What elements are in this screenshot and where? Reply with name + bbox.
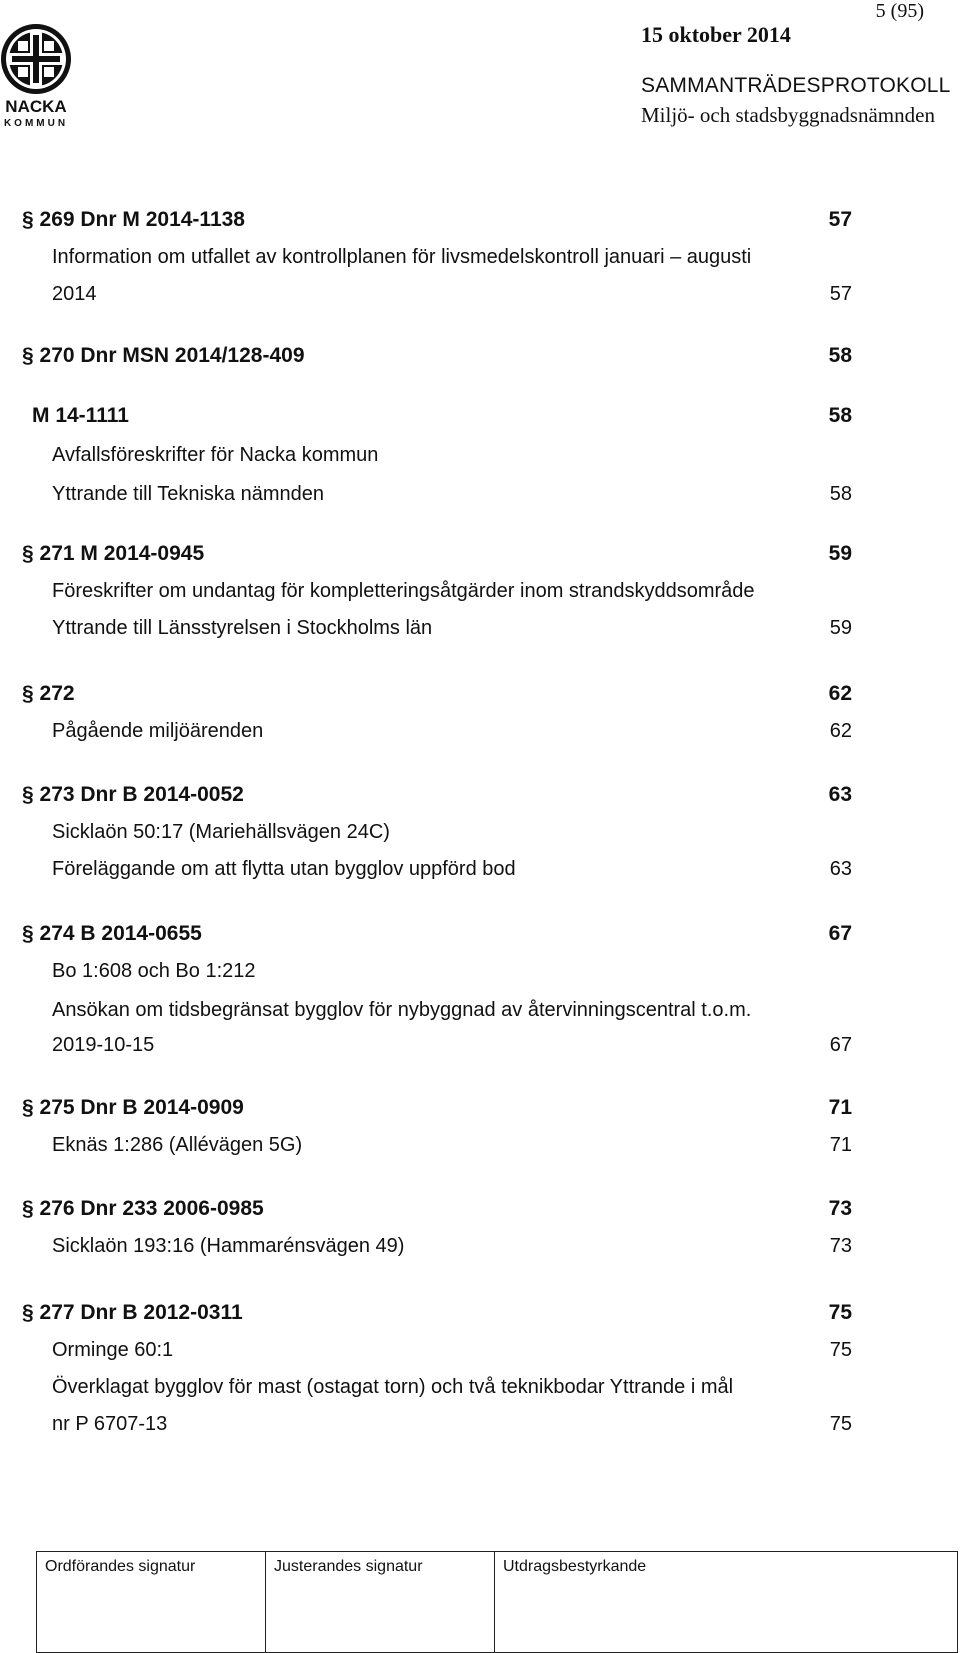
toc-text: 2019-10-15: [52, 1034, 155, 1056]
toc-entry: [22, 604, 852, 640]
toc-entry: [22, 845, 852, 881]
toc-leader-dots: [99, 287, 828, 301]
toc-section-heading: [22, 196, 852, 232]
toc-text: Föreläggande om att flytta utan bygglov uppförd bod: [52, 858, 516, 880]
nacka-crest-icon: [0, 22, 76, 130]
toc-page-number: 62: [828, 682, 852, 705]
toc-text: § 274 B 2014-0655: [22, 922, 202, 945]
toc-page-number: 62: [829, 720, 852, 742]
toc-section-heading: [22, 1289, 852, 1325]
toc-entry: [22, 986, 852, 1022]
toc-section-heading: [22, 1084, 852, 1120]
toc-section-heading: [22, 332, 852, 368]
toc-leader-dots: [326, 487, 828, 501]
toc-entry: [22, 1222, 852, 1258]
meeting-date: 15 oktober 2014: [641, 22, 791, 47]
toc-text: § 276 Dnr 233 2006-0985: [22, 1197, 264, 1220]
toc-page-number: 67: [828, 922, 852, 945]
toc-entry: [22, 233, 852, 269]
toc-page-number: 63: [828, 783, 852, 806]
page-number: 5 (95): [875, 0, 924, 22]
toc-leader-dots: [175, 1343, 828, 1357]
adjuster-signature-cell: Justerandes signatur: [266, 1552, 495, 1653]
toc-page-number: 71: [828, 1096, 852, 1119]
toc-page-number: 73: [828, 1197, 852, 1220]
toc-section-heading: [22, 910, 852, 946]
toc-text: § 272: [22, 682, 75, 705]
toc-text: Pågående miljöärenden: [52, 720, 264, 742]
toc-leader-dots: [206, 547, 827, 561]
toc-entry: [22, 1021, 852, 1057]
toc-page-number: 63: [829, 858, 852, 880]
toc-text: § 271 M 2014-0945: [22, 542, 205, 565]
toc-entry: [22, 707, 852, 743]
toc-page-number: 71: [829, 1134, 852, 1156]
toc-leader-dots: [518, 862, 828, 876]
toc-leader-dots: [169, 1417, 827, 1431]
toc-text: Avfallsföreskrifter för Nacka kommun: [52, 444, 379, 466]
toc-text: Yttrande till Länsstyrelsen i Stockholms län: [52, 617, 433, 639]
toc-leader-dots: [307, 349, 827, 363]
toc-leader-dots: [247, 213, 827, 227]
toc-page-number: 57: [828, 208, 852, 231]
toc-text: Sicklaön 193:16 (Hammarénsvägen 49): [52, 1235, 405, 1257]
toc-page-number: 58: [828, 344, 852, 367]
toc-page-number: 75: [829, 1339, 852, 1361]
toc-entry: [22, 1121, 852, 1157]
toc-text: nr P 6707-13: [52, 1413, 168, 1435]
toc-text: § 277 Dnr B 2012-0311: [22, 1301, 243, 1324]
toc-text: Föreskrifter om undantag för kompletteringsåtgärder inom strandskyddsområde: [52, 580, 755, 602]
toc-entry: [22, 470, 852, 506]
signature-table: [36, 1551, 958, 1653]
svg-text:KOMMUN: KOMMUN: [3, 118, 69, 129]
toc-section-heading: [22, 392, 852, 428]
toc-text: Bo 1:608 och Bo 1:212: [52, 960, 256, 982]
toc-text: 2014: [52, 283, 97, 305]
toc-entry: [22, 270, 852, 306]
toc-leader-dots: [434, 621, 828, 635]
toc-text: § 269 Dnr M 2014-1138: [22, 208, 245, 231]
toc-leader-dots: [204, 927, 827, 941]
toc-text: § 275 Dnr B 2014-0909: [22, 1096, 244, 1119]
toc-page-number: 58: [828, 404, 852, 427]
toc-leader-dots: [131, 409, 827, 423]
toc-entry: [22, 947, 852, 983]
nacka-kommun-logo: [0, 22, 76, 130]
toc-leader-dots: [266, 1202, 827, 1216]
toc-text: Orminge 60:1: [52, 1339, 174, 1361]
toc-leader-dots: [156, 1038, 827, 1052]
extract-certification-cell: Utdragsbestyrkande: [495, 1552, 958, 1653]
toc-text: Yttrande till Tekniska nämnden: [52, 483, 325, 505]
toc-entry: [22, 808, 852, 844]
toc-text: Information om utfallet av kontrollplanen för livsmedelskontroll januari – augusti: [52, 246, 752, 268]
toc-section-heading: [22, 670, 852, 706]
committee-name: Miljö- och stadsbyggnadsnämnden: [641, 103, 935, 127]
toc-text: Ansökan om tidsbegränsat bygglov för nybyggnad av återvinningscentral t.o.m.: [52, 999, 752, 1021]
toc-entry: [22, 1326, 852, 1362]
toc-section-heading: [22, 771, 852, 807]
toc-page-number: 57: [829, 283, 852, 305]
toc-page-number: 58: [829, 483, 852, 505]
toc-text: Sicklaön 50:17 (Mariehällsvägen 24C): [52, 821, 390, 843]
toc-leader-dots: [265, 724, 827, 738]
protocol-title: SAMMANTRÄDESPROTOKOLL: [641, 74, 951, 97]
toc-leader-dots: [246, 788, 827, 802]
toc-text: Eknäs 1:286 (Allévägen 5G): [52, 1134, 303, 1156]
toc-section-heading: [22, 530, 852, 566]
toc-leader-dots: [245, 1306, 827, 1320]
toc-section-heading: [22, 1185, 852, 1221]
svg-text:NACKA: NACKA: [5, 97, 67, 116]
toc-leader-dots: [77, 687, 827, 701]
toc-entry: [22, 1400, 852, 1436]
toc-entry: [22, 431, 852, 467]
toc-page-number: 73: [829, 1235, 852, 1257]
toc-entry: [22, 1363, 852, 1399]
toc-page-number: 75: [828, 1301, 852, 1324]
toc-page-number: 59: [828, 542, 852, 565]
toc-entry: [22, 567, 852, 603]
toc-text: M 14-1111: [32, 404, 129, 427]
toc-text: § 270 Dnr MSN 2014/128-409: [22, 344, 305, 367]
toc-leader-dots: [406, 1239, 827, 1253]
toc-text: Överklagat bygglov för mast (ostagat torn) och två teknikbodar Yttrande i mål: [52, 1376, 734, 1398]
toc-page-number: 75: [829, 1413, 852, 1435]
toc-page-number: 67: [829, 1034, 852, 1056]
toc-page-number: 59: [829, 617, 852, 639]
toc-leader-dots: [304, 1138, 828, 1152]
chair-signature-cell: Ordförandes signatur: [37, 1552, 266, 1653]
toc-text: § 273 Dnr B 2014-0052: [22, 783, 244, 806]
toc-leader-dots: [246, 1101, 827, 1115]
